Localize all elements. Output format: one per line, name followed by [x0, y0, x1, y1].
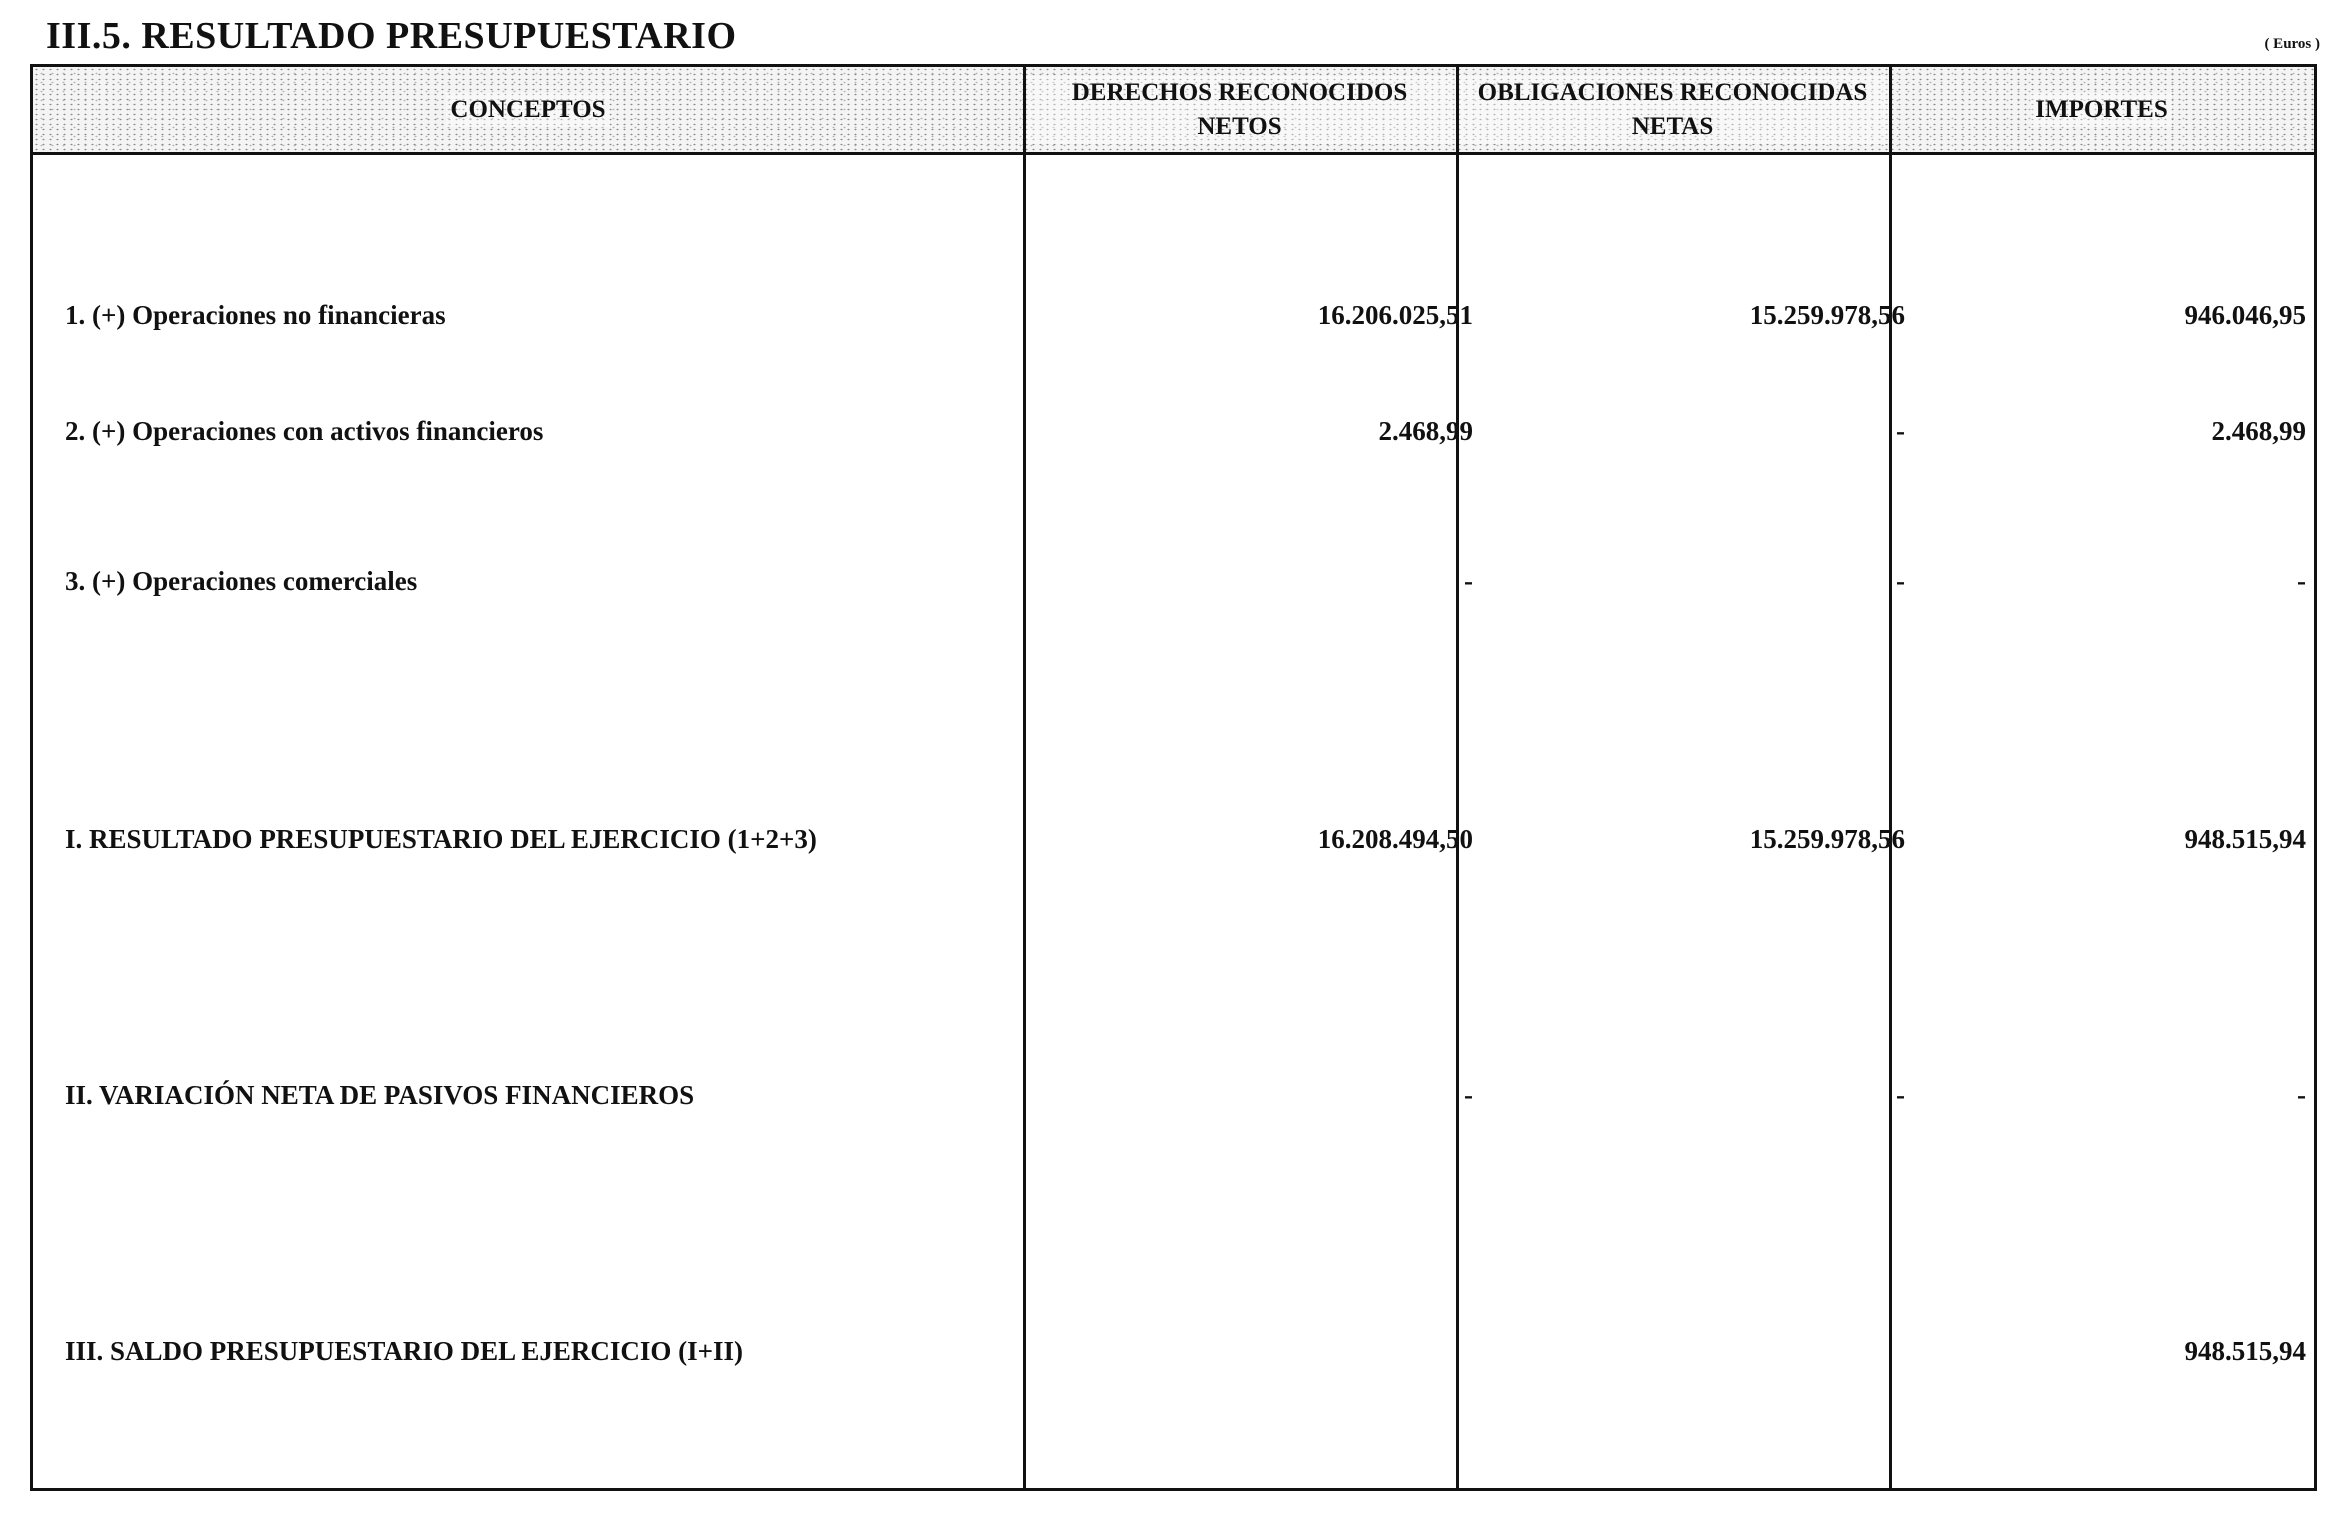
- row-concept: II. VARIACIÓN NETA DE PASIVOS FINANCIEROS: [65, 1079, 695, 1110]
- row-derechos: 16.208.494,50: [1317, 823, 1473, 854]
- row-concept: 3. (+) Operaciones comerciales: [65, 565, 418, 596]
- row-obligaciones: -: [1896, 415, 1905, 446]
- budget-result-table: [30, 64, 2317, 1491]
- row-concept: 2. (+) Operaciones con activos financieros: [65, 415, 544, 446]
- row-importes: 2.468,99: [2211, 415, 2306, 446]
- row-concept: 1. (+) Operaciones no financieras: [65, 299, 446, 330]
- row-obligaciones: 15.259.978,56: [1749, 299, 1905, 330]
- table-row: [33, 295, 2314, 335]
- row-obligaciones: -: [1896, 565, 1905, 596]
- currency-note: ( Euros ): [2264, 36, 2320, 52]
- column-header-obligaciones: OBLIGACIONES RECONOCIDAS NETAS: [1456, 67, 1889, 152]
- row-importes: -: [2297, 1079, 2306, 1110]
- table-row: [33, 561, 2314, 601]
- row-derechos: -: [1464, 565, 1473, 596]
- row-obligaciones: -: [1896, 1079, 1905, 1110]
- column-header-conceptos: CONCEPTOS: [33, 67, 1023, 152]
- column-header-derechos: DERECHOS RECONOCIDOS NETOS: [1023, 67, 1456, 152]
- row-derechos: -: [1464, 1079, 1473, 1110]
- column-divider: [1456, 67, 1459, 1488]
- table-row: [33, 1075, 2314, 1115]
- row-derechos: 2.468,99: [1378, 415, 1473, 446]
- row-obligaciones: 15.259.978,56: [1749, 823, 1905, 854]
- table-header: [33, 67, 2314, 155]
- row-importes: 948.515,94: [2184, 823, 2306, 854]
- column-divider: [1889, 67, 1892, 1488]
- column-divider: [1023, 67, 1026, 1488]
- table-row: [33, 411, 2314, 451]
- table-row: [33, 819, 2314, 859]
- page-title: III.5. RESULTADO PRESUPUESTARIO: [46, 15, 737, 57]
- row-importes: 948.515,94: [2184, 1335, 2306, 1366]
- row-concept: III. SALDO PRESUPUESTARIO DEL EJERCICIO (I+II): [65, 1335, 744, 1366]
- column-header-importes: IMPORTES: [1889, 67, 2314, 152]
- row-importes: 946.046,95: [2184, 299, 2306, 330]
- table-row: [33, 1331, 2314, 1371]
- row-importes: -: [2297, 565, 2306, 596]
- row-concept: I. RESULTADO PRESUPUESTARIO DEL EJERCICIO (1+2+3): [65, 823, 817, 854]
- row-derechos: 16.206.025,51: [1317, 299, 1473, 330]
